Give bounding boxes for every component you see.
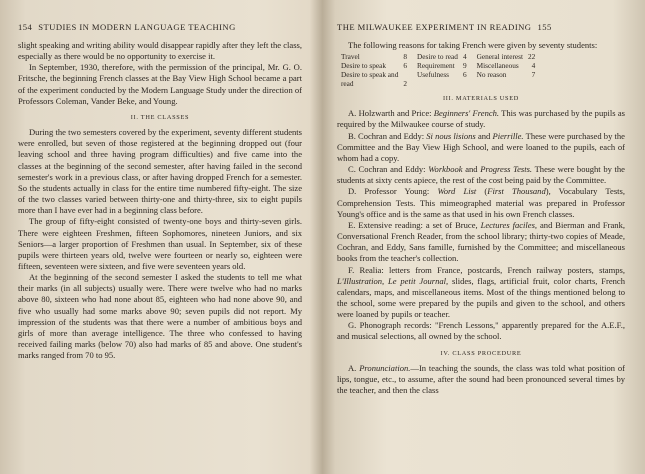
reason-label [477, 79, 528, 88]
reasons-row [341, 79, 545, 88]
reasons-row [341, 61, 545, 70]
reason-label: Travel [341, 52, 360, 62]
paragraph: In September, 1930, therefore, with the permission of the principal, Mr. G. O. Fritsche, the beginning French classes at the Bay View High School became a part of the experiment conducted by the Modern Language Study under the direction of Professors Coleman, Vander Beke, and Young. [18, 62, 302, 106]
reason-label: No reason [476, 70, 507, 80]
reasons-row [341, 52, 545, 61]
reason-count [463, 79, 477, 88]
reason-label: read [341, 79, 354, 89]
material-item: F. Realia: letters from France, postcards, French railway posters, stamps, L'Illustration, Le petit Journal, slides, flags, artificial fruit, color charts, French calendars, maps, and miscellaneous items. Most of the things mentioned belong to the school, some were prepared by the pupils and given to the school, and others were loaned by pupils or teacher. [337, 264, 625, 320]
section-heading-materials: III. MATERIALS USED [442, 95, 520, 103]
paragraph: slight speaking and writing ability would disappear rapidly after they left the class, especially as there would be no opportunity to exercise it. [18, 40, 302, 62]
reason-label: Desire to read [417, 52, 458, 62]
reason-label: Usefulness [417, 70, 450, 80]
material-item: C. Cochran and Eddy: Workbook and Progress Tests. These were bought by the students at sixty cents apiece, the rest of the cost being paid by the Committee. [337, 164, 625, 186]
reason-count: 9 [462, 61, 467, 71]
reason-count [528, 79, 545, 88]
paragraph: During the two semesters covered by the experiment, seventy different students were enrolled, but seven of those registered at the beginning dropped out (four leaving school and three having program difficulties) and five came into the classes at the beginning of the second semester, after having failed in the second semester's work in a previous class, or after having dropped French for a semester. So the students actually in class for the entire time numbered fifty-eight. The size of the two classes varied between thirty-one and thirty-three, six to eight pupils more than I have ever had in a beginning class before. [18, 127, 302, 216]
reason-count: 6 [462, 70, 467, 80]
right-page [323, 0, 645, 474]
procedure-paragraph: A. Pronunciation.—In teaching the sounds, the class was told what position of lips, tongue, etc., to assume, after the sound had been pronounced several times by the teacher, and then the class [337, 362, 625, 396]
reason-label: Miscellaneous [476, 61, 519, 71]
left-running-head [18, 22, 236, 32]
reason-count: 4 [531, 61, 536, 71]
reason-count: 6 [403, 61, 407, 71]
left-page [0, 0, 322, 474]
right-page-body [337, 40, 625, 396]
reason-label: General interest [476, 52, 523, 62]
material-item: D. Professor Young: Word List (First Thousand), Vocabulary Tests, Comprehension Tests. This mimeographed material was prepared in Professor Young's office and is the same as that used in his own French classes. [337, 186, 626, 219]
reason-count [403, 70, 417, 79]
right-head-title: THE MILWAUKEE EXPERIMENT IN READING [337, 22, 532, 32]
reason-label: Desire to speak and [341, 70, 399, 80]
reasons-intro: The following reasons for taking French were given by seventy students: [348, 40, 598, 50]
left-page-number: 154 [18, 22, 33, 32]
left-head-title: STUDIES IN MODERN LANGUAGE TEACHING [38, 22, 236, 32]
section-heading-classes: II. THE CLASSES [130, 113, 190, 121]
paragraph: The group of fifty-eight consisted of twenty-one boys and thirty-seven girls. There were eighteen Freshmen, fifteen Sophomores, nineteen Juniors, and six Seniors—a larger proportion of Freshmen than usual. In September, six of these pupils were thirteen years old, twelve were fourteen or nearly so, eighteen were fifteen, seventeen were sixteen, and five were seventeen years old. [18, 216, 302, 271]
right-page-number: 155 [537, 22, 552, 32]
reason-count: 4 [462, 52, 467, 62]
reason-count: 2 [403, 79, 407, 89]
reasons-row [341, 70, 545, 79]
material-item: G. Phonograph records: "French Lessons," apparently prepared for the A.E.F., and musical selections, all owned by the school. [337, 320, 625, 342]
right-running-head [337, 22, 552, 32]
reason-label [417, 79, 463, 88]
reason-count: 22 [528, 52, 536, 62]
left-page-body [18, 40, 302, 361]
reason-count: 7 [531, 70, 536, 80]
material-item: A. Holzwarth and Price: Beginners' French. This was purchased by the pupils as required by the Milwaukee course of study. [337, 108, 625, 130]
reason-count: 8 [403, 52, 407, 62]
materials-list [337, 108, 625, 342]
reason-label: Desire to speak [341, 61, 386, 71]
material-item: B. Cochran and Eddy: Si nous lisions and Pierrille. These were purchased by the Committee and the Bay View High School, and were loaned to the pupils, each of whom had a copy. [337, 130, 625, 163]
reasons-table [341, 52, 545, 88]
paragraph: At the beginning of the second semester I asked the students to tell me what their marks (in all subjects) usually were. There were twelve who had no marks above 80, sixteen who had none about 85, eighteen who had none above 90, and five who usually had some marks above 90; seven pupils did not report. My impression of the students was that there were a number of ambitious boys and girls of more than average intelligence. The three who confessed to having received failing marks (below 70) also had marks of 85 and above. One student's marks ranged from 70 to 95. [18, 272, 302, 361]
section-heading-procedure: IV. CLASS PROCEDURE [440, 349, 522, 357]
reason-label: Requirement [417, 61, 455, 71]
material-item: E. Extensive reading: a set of Bruce, Lectures faciles, and Bierman and Frank, Conversational French Reader, from the school library; thirty-two copies of Meade, Cochran, and Eddy, Sans famille, furnished by the Committee; and miscellaneous books from the teacher's collection. [337, 219, 625, 264]
